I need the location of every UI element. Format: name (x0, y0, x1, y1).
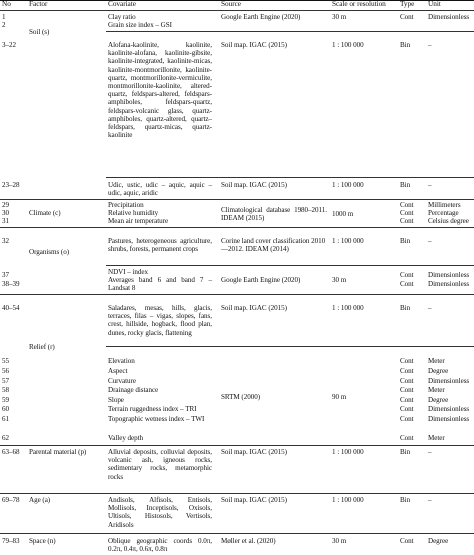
cell-covariate: Alofana-kaolinite, kaolinite, kaolinite-alofana, kaolinite-gibsite, kaolinite-integrated, kaolinite-micas, kaolinite-montmorillonite, kaolinite-quartz, montmorillonite-vermiculite, montmorillonite-kaolinite, altered-quartz, feldspars-altered, feldspars-amphiboles, feldspars-quartz, feldspars-volcanic glass, quartz-amphiboles, quartz-altered, quartz–feldspars, quartz-micas, quartz-kaolinite (108, 41, 212, 140)
group-rule (0, 445, 474, 446)
row-rule (106, 265, 474, 266)
cell-source: Møller et al. (2020) (221, 537, 276, 545)
cell-covariate: Oblique geographic coords 0.0π, 0.2π, 0.4π, 0.6π, 0.8π (108, 537, 212, 554)
cell-covariate: Alluvial deposits, colluvial deposits, volcanic ash, igneous rocks, sedimentary rocks, metamorphic rocks (108, 448, 212, 481)
cell-covariate: Elevation (108, 357, 135, 365)
row-rule (106, 177, 474, 178)
cell-type: Cont (400, 201, 414, 209)
cell-source: Soil map. IGAC (2015) (221, 304, 287, 312)
cell-source: Soil map. IGAC (2015) (221, 496, 287, 504)
cell-type: Bin (400, 41, 411, 49)
cell-unit: – (428, 448, 432, 456)
cell-factor: Organisms (o) (29, 248, 70, 256)
cell-no: 29 (2, 201, 9, 209)
cell-no: 60 (2, 405, 9, 413)
cell-source: Corine land cover classification 2010—2012. IDEAM (2014) (221, 237, 326, 254)
cell-unit: Degree (428, 537, 449, 545)
cell-type: Cont (400, 357, 414, 365)
cell-type: Bin (400, 181, 411, 189)
cell-scale: 1 : 100 000 (332, 237, 364, 245)
cell-unit: – (428, 181, 432, 189)
cell-type: Bin (400, 448, 411, 456)
cell-no: 69–78 (2, 496, 20, 504)
cell-source: Soil map. IGAC (2015) (221, 181, 287, 189)
cell-scale: 30 m (332, 276, 347, 284)
cell-unit: Meter (428, 357, 445, 365)
cell-scale: 30 m (332, 537, 347, 545)
cell-unit: Dimensionless (428, 415, 470, 423)
row-rule (106, 31, 474, 32)
cell-unit: Celsius degree (428, 217, 469, 225)
cell-type: Bin (400, 237, 411, 245)
cell-covariate: Udic, ustic, udic – aquic, aquic – udic, aquic, aridic (108, 181, 212, 198)
cell-covariate: Precipitation (108, 201, 144, 209)
group-rule (0, 294, 474, 295)
cell-unit: – (428, 237, 432, 245)
cell-no: 63–68 (2, 448, 20, 456)
cell-no: 23–28 (2, 181, 20, 189)
cell-unit: Dimensionless (428, 13, 470, 21)
cell-factor: Age (a) (29, 496, 51, 504)
cell-covariate: Saladares, mesas, hills, glacis, terraces, filas – vigas, slopes, fans, crest, hillside, hogback, flood plan, dunes, rocky glacis, flattening (108, 304, 212, 337)
header-no: No (2, 0, 11, 8)
cell-no: 55 (2, 357, 9, 365)
cell-no: 32 (2, 237, 9, 245)
cell-no: 40–54 (2, 304, 20, 312)
cell-unit: Dimensionless (428, 405, 470, 413)
cell-no: 58 (2, 386, 9, 394)
cell-type: Bin (400, 496, 411, 504)
cell-factor: Parental material (p) (29, 448, 87, 456)
cell-covariate: NDVI – index (108, 268, 148, 276)
cell-unit: – (428, 496, 432, 504)
cell-covariate: Grain size index – GSI (108, 21, 172, 29)
row-rule (106, 346, 474, 347)
cell-scale: 1 : 100 000 (332, 181, 364, 189)
cell-covariate: Valley depth (108, 434, 144, 442)
cell-unit: – (428, 304, 432, 312)
cell-type: Cont (400, 386, 414, 394)
cell-factor: Relief (r) (29, 343, 55, 351)
cell-unit: – (428, 41, 432, 49)
cell-type: Cont (400, 405, 414, 413)
cell-unit: Degree (428, 396, 449, 404)
cell-covariate: Slope (108, 396, 124, 404)
cell-unit: Dimensionless (428, 377, 470, 385)
group-rule (0, 227, 474, 228)
cell-type: Cont (400, 367, 414, 375)
cell-covariate: Pastures, heterogeneous agriculture, shrubs, forests, permanent crops (108, 237, 212, 254)
cell-scale: 1 : 100 000 (332, 41, 364, 49)
cell-covariate: Terrain ruggedness index – TRI (108, 405, 197, 413)
cell-scale: 1 : 100 000 (332, 304, 364, 312)
cell-no: 38–39 (2, 280, 20, 288)
cell-source: Google Earth Engine (2020) (221, 276, 301, 284)
cell-covariate: Aspect (108, 367, 128, 375)
cell-type: Cont (400, 217, 414, 225)
group-rule (0, 199, 474, 200)
cell-factor: Climate (c) (29, 209, 61, 217)
cell-no: 79–83 (2, 537, 20, 545)
cell-covariate: Mean air temperature (108, 217, 169, 225)
cell-no: 31 (2, 217, 9, 225)
cell-unit: Percentage (428, 209, 459, 217)
cell-no: 59 (2, 396, 9, 404)
cell-factor: Space (n) (29, 537, 56, 545)
cell-no: 30 (2, 209, 9, 217)
header-unit: Unit (428, 0, 441, 8)
cell-no: 3–22 (2, 41, 16, 49)
cell-source: SRTM (2000) (221, 393, 261, 401)
cell-covariate: Drainage distance (108, 386, 159, 394)
header-rule (0, 10, 474, 11)
cell-covariate: Andisols, Alfisols, Entisols, Mollisols, Inceptisols, Oxisols, Ultisols, Histosols, Vertisols, Aridisols (108, 496, 212, 529)
cell-covariate: Clay ratio (108, 13, 136, 21)
cell-unit: Meter (428, 434, 445, 442)
cell-type: Cont (400, 13, 414, 21)
header-covariate: Covariate (108, 0, 136, 8)
cell-type: Cont (400, 377, 414, 385)
header-source: Source (221, 0, 241, 8)
cell-type: Cont (400, 537, 414, 545)
cell-no: 57 (2, 377, 9, 385)
cell-factor: Soil (s) (29, 28, 50, 36)
cell-no: 37 (2, 271, 9, 279)
cell-type: Cont (400, 415, 414, 423)
cell-covariate: Topographic wetness index – TWI (108, 415, 205, 423)
header-factor: Factor (29, 0, 48, 8)
group-rule (0, 533, 474, 534)
cell-type: Cont (400, 396, 414, 404)
cell-no: 56 (2, 367, 9, 375)
cell-no: 62 (2, 434, 9, 442)
cell-source: Soil map. IGAC (2015) (221, 448, 287, 456)
cell-covariate: Averages band 6 and band 7 – Landsat 8 (108, 276, 212, 293)
header-scale: Scale or resolution (332, 0, 386, 8)
cell-covariate: Relative humidity (108, 209, 159, 217)
cell-unit: Millimeters (428, 201, 461, 209)
cell-scale: 30 m (332, 13, 347, 21)
cell-type: Cont (400, 209, 414, 217)
cell-unit: Dimensionless (428, 280, 470, 288)
cell-unit: Meter (428, 386, 445, 394)
cell-scale: 1 : 100 000 (332, 448, 364, 456)
cell-source: Google Earth Engine (2020) (221, 13, 301, 21)
cell-type: Cont (400, 271, 414, 279)
group-rule (0, 493, 474, 494)
cell-no: 1 (2, 13, 6, 21)
cell-covariate: Curvature (108, 377, 136, 385)
cell-type: Cont (400, 280, 414, 288)
cell-unit: Degree (428, 367, 449, 375)
cell-no: 61 (2, 415, 9, 423)
cell-scale: 90 m (332, 393, 347, 401)
cell-source: Soil map. IGAC (2015) (221, 41, 287, 49)
cell-source: Climatological database 1980–2011. IDEAM (2015) (221, 206, 327, 223)
cell-type: Cont (400, 434, 414, 442)
cell-scale: 1 : 100 000 (332, 496, 364, 504)
cell-type: Bin (400, 304, 411, 312)
cell-unit: Dimensionless (428, 271, 470, 279)
cell-scale: 1000 m (332, 210, 354, 218)
header-type: Type (400, 0, 415, 8)
cell-no: 2 (2, 21, 6, 29)
